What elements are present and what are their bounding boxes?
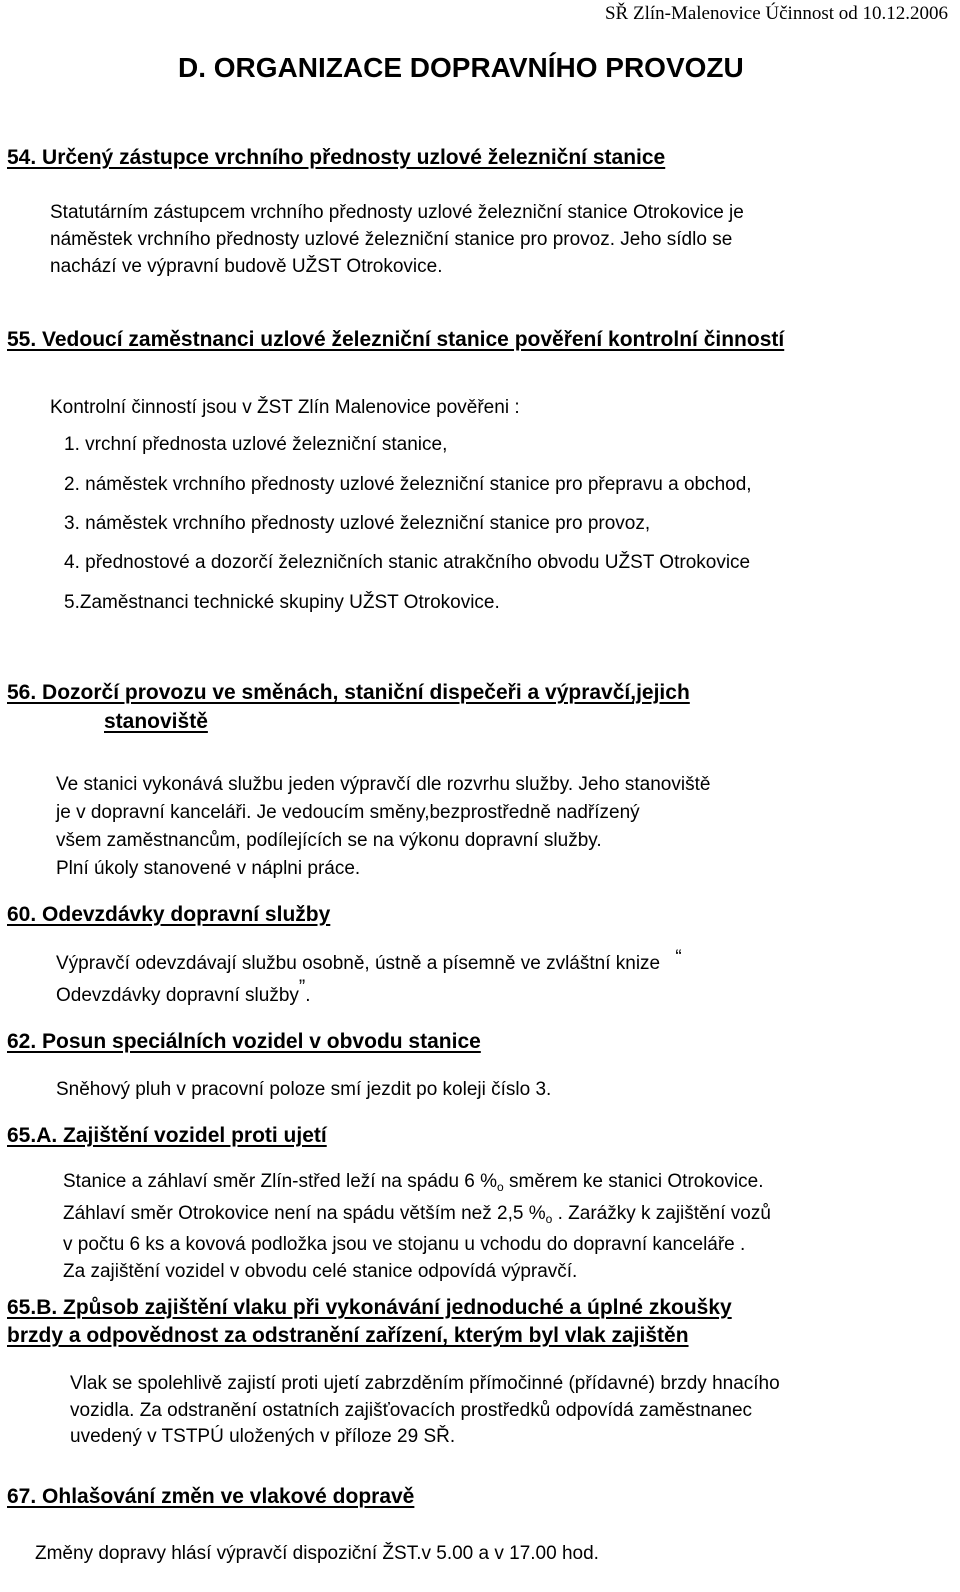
list-item: 2. náměstek vrchního přednosty uzlové železniční stanice pro přepravu a obchod, — [64, 474, 752, 495]
section-62-heading: 62. Posun speciálních vozidel v obvodu stanice — [7, 1030, 481, 1053]
section-55-heading: 55. Vedoucí zaměstnanci uzlové železniční stanice pověření kontrolní činností — [7, 328, 785, 351]
text-line: Statutárním zástupcem vrchního přednosty uzlové železniční stanice Otrokovice je — [50, 202, 744, 223]
section-67-heading: 67. Ohlašování změn ve vlakové dopravě — [7, 1485, 415, 1508]
text-line: vozidla. Za odstranění ostatních zajišťovacích prostředků odpovídá zaměstnanec — [70, 1399, 753, 1421]
text-segment: Záhlaví směr Otrokovice není na spádu větším než 2,5 % — [63, 1202, 546, 1224]
list-item: 1. vrchní přednosta uzlové železniční stanice, — [64, 434, 448, 455]
section-56-heading-line2: stanoviště — [104, 710, 208, 733]
text-segment: směrem ke stanici Otrokovice. — [503, 1171, 764, 1192]
effective-date-header: SŘ Zlín-Malenovice Účinnost od 10.12.2006 — [604, 3, 948, 24]
text-line: nachází ve výpravní budově UŽST Otrokovice. — [50, 256, 443, 277]
list-item: 4. přednostové a dozorčí železničních stanic atrakčního obvodu UŽST Otrokovice — [64, 552, 751, 573]
text-line: Plní úkoly stanovené v náplni práce. — [56, 858, 361, 879]
subscript: o — [545, 1211, 553, 1226]
text-line: náměstek vrchního přednosty uzlové železniční stanice pro provoz. Jeho sídlo se — [50, 229, 733, 250]
text-line: Výpravčí odevzdávají službu osobně, ústně a písemně ve zvláštní knize — [56, 953, 661, 974]
section-65b-heading-line1: 65.B. Způsob zajištění vlaku při vykonávání jednoduché a úplné zkoušky — [7, 1296, 732, 1319]
text-line: Vlak se spolehlivě zajistí proti ujetí zabrzděním přímočinné (přídavné) brzdy hnacího — [70, 1373, 780, 1394]
text-line: Odevzdávky dopravní služby — [56, 985, 299, 1006]
text-line: je v dopravní kanceláři. Je vedoucím směny,bezprostředně nadřízený — [56, 802, 640, 823]
section-60-line2 — [56, 977, 311, 1009]
section-56-heading-line1: 56. Dozorčí provozu ve směnách, staniční dispečeři a výpravčí,jejich — [7, 681, 690, 704]
text-line: uvedený v TSTPÚ uložených v příloze 29 SŘ. — [70, 1426, 456, 1447]
open-quote: “ — [675, 947, 682, 968]
text-line — [63, 1201, 771, 1233]
chapter-title: D. ORGANIZACE DOPRAVNÍHO PROVOZU — [178, 52, 744, 83]
text-line: všem zaměstnancům, podílejících se na výkonu dopravní služby. — [56, 830, 602, 851]
section-65b-heading-line2: brzdy a odpovědnost za odstranění zařízení, kterým byl vlak zajištěn — [7, 1324, 689, 1347]
text-segment: . Zarážky k zajištění vozů — [552, 1202, 771, 1224]
text-segment: Stanice a záhlaví směr Zlín-střed leží na spádu 6 % — [63, 1171, 498, 1192]
period: . — [305, 985, 311, 1006]
section-54-heading: 54. Určený zástupce vrchního přednosty uzlové železniční stanice — [7, 146, 666, 169]
section-60-line1 — [56, 947, 682, 977]
section-67-text: Změny dopravy hlásí výpravčí dispoziční ŽST.v 5.00 a v 17.00 hod. — [35, 1543, 599, 1564]
text-line: Ve stanici vykonává službu jeden výpravčí dle rozvrhu služby. Jeho stanoviště — [56, 774, 711, 795]
section-65b-text — [70, 1371, 780, 1451]
section-65a-heading: 65.A. Zajištění vozidel proti ujetí — [7, 1124, 327, 1147]
subscript: o — [497, 1180, 504, 1194]
text-line: Za zajištění vozidel v obvodu celé stanice odpovídá výpravčí. — [63, 1260, 578, 1282]
text-line — [63, 1169, 771, 1201]
section-56-text — [56, 771, 710, 883]
text-line: v počtu 6 ks a kovová podložka jsou ve stojanu u vchodu do dopravní kanceláře . — [63, 1234, 746, 1255]
section-54-text — [50, 199, 744, 280]
section-55-intro: Kontrolní činností jsou v ŽST Zlín Malenovice pověřeni : — [50, 397, 520, 418]
close-quote: ” — [298, 977, 306, 998]
section-65a-text — [63, 1169, 771, 1285]
list-item: 5.Zaměstnanci technické skupiny UŽST Otrokovice. — [64, 592, 500, 613]
section-60-heading: 60. Odevzdávky dopravní služby — [7, 903, 331, 926]
section-62-text: Sněhový pluh v pracovní poloze smí jezdit po koleji číslo 3. — [56, 1079, 552, 1100]
list-item: 3. náměstek vrchního přednosty uzlové železniční stanice pro provoz, — [64, 513, 651, 534]
